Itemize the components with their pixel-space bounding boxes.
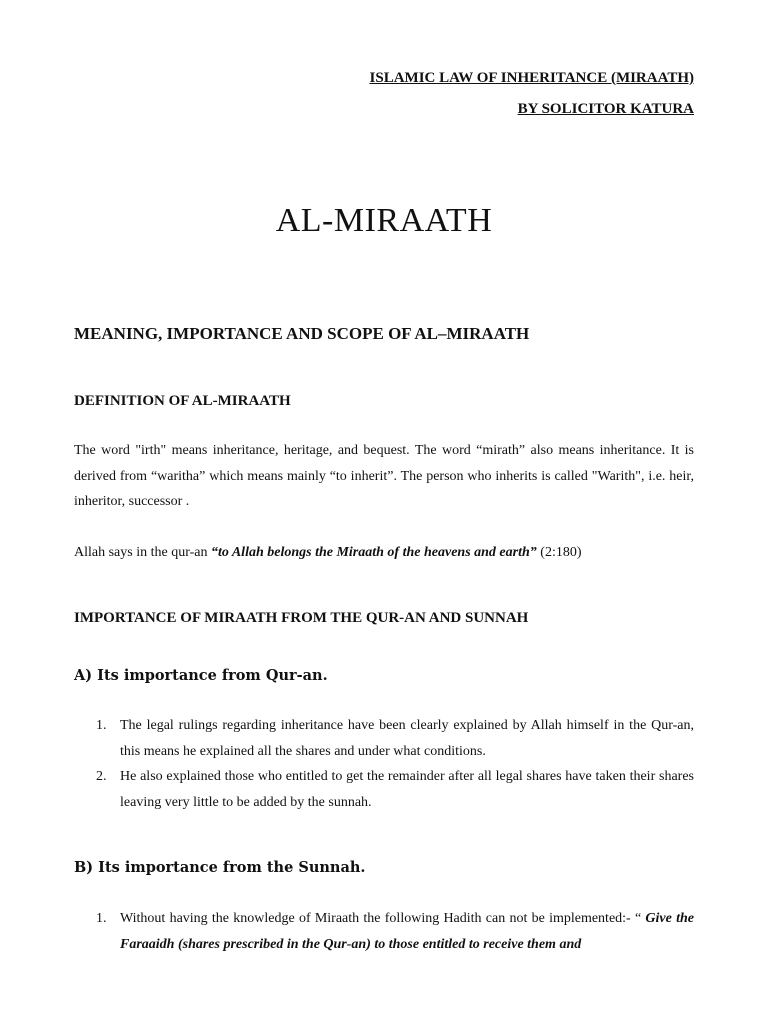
list-item-text: He also explained those who entitled to get the remainder after all legal shares have taken their shares leaving very little to be added by the sunnah. [120,769,694,810]
page-title: AL-MIRAATH [275,202,493,239]
list-item-text: The legal rulings regarding inheritance have been clearly explained by Allah himself in the Qur-an, this means he explained all the shares and under what conditions. [120,718,694,759]
quran-importance-heading: A) Its importance from Qur-an. [74,667,328,684]
definition-paragraph: The word "irth" means inheritance, heritage, and bequest. The word “mirath” also means inheritance. It is derived from “waritha” which means mainly “to inherit”. The person who inherits is called "Warith", i.e. heir, inheritor, successor . [74,443,694,509]
list-item [74,764,694,815]
list-item-number: 1. [96,718,107,733]
quote-text: “to Allah belongs the Miraath of the heavens and earth” [210,545,537,560]
list-item-text: Without having the knowledge of Miraath the following Hadith can not be implemented:- “ [120,911,642,926]
list-item-number: 1. [96,911,107,926]
quote-prefix: Allah says in the qur-an [74,545,211,560]
section-heading-importance: IMPORTANCE OF MIRAATH FROM THE QUR-AN AND SUNNAH [74,610,529,626]
section-heading-meaning: MEANING, IMPORTANCE AND SCOPE OF AL–MIRAATH [74,324,530,343]
quote-reference: (2:180) [536,545,582,560]
sunnah-importance-list [74,906,694,957]
sunnah-importance-heading: B) Its importance from the Sunnah. [74,859,366,876]
definition-heading: DEFINITION OF AL-MIRAATH [74,393,291,409]
list-item [74,906,694,957]
document-header-author: BY SOLICITOR KATURA [517,101,694,117]
quran-quote-paragraph [74,540,694,566]
document-header-title: ISLAMIC LAW OF INHERITANCE (MIRAATH) [369,70,694,86]
list-item-number: 2. [96,769,107,784]
hadith-quote: Give the Faraaidh (shares prescribed in the Qur-an) to those entitled to receive them and [120,911,694,952]
list-item [74,713,694,764]
quran-importance-list [74,713,694,815]
